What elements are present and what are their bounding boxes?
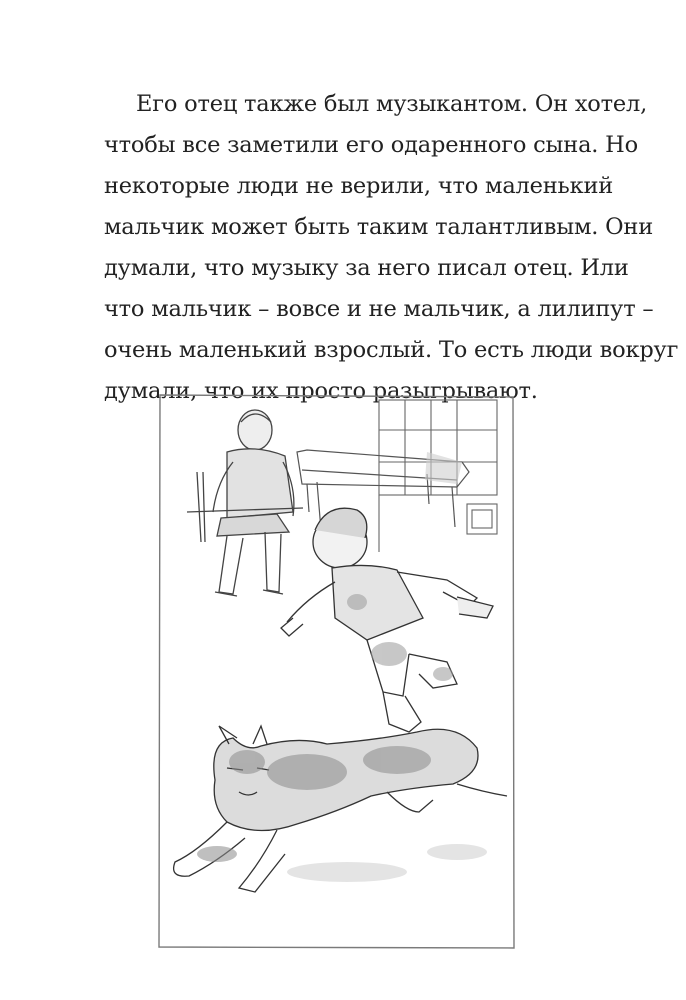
paragraph-line: мальчик может быть таким талантливым. Они [104, 214, 654, 240]
paragraph-line: некоторые люди не верили, что маленький [104, 173, 614, 199]
paragraph [104, 84, 679, 412]
paragraph-line: чтобы все заметили его одаренного сына. Но [104, 132, 638, 158]
seated-man-sketch [187, 410, 303, 596]
paragraph-line: Его отец также был музыкантом. Он хотел, [136, 91, 648, 117]
paragraph-line: думали, что музыку за него писал отец. Или [104, 255, 629, 281]
paragraph-line: очень маленький взрослый. То есть люди вокруг [104, 337, 679, 363]
paragraph-line: что мальчик – вовсе и не мальчик, а лилипут – [104, 296, 654, 322]
illustration [157, 392, 517, 952]
paragraph-line: думали, что их просто разыгрывают. [104, 378, 538, 404]
running-boy-sketch [281, 508, 493, 732]
pencil-sketch-illustration-icon [157, 392, 517, 952]
